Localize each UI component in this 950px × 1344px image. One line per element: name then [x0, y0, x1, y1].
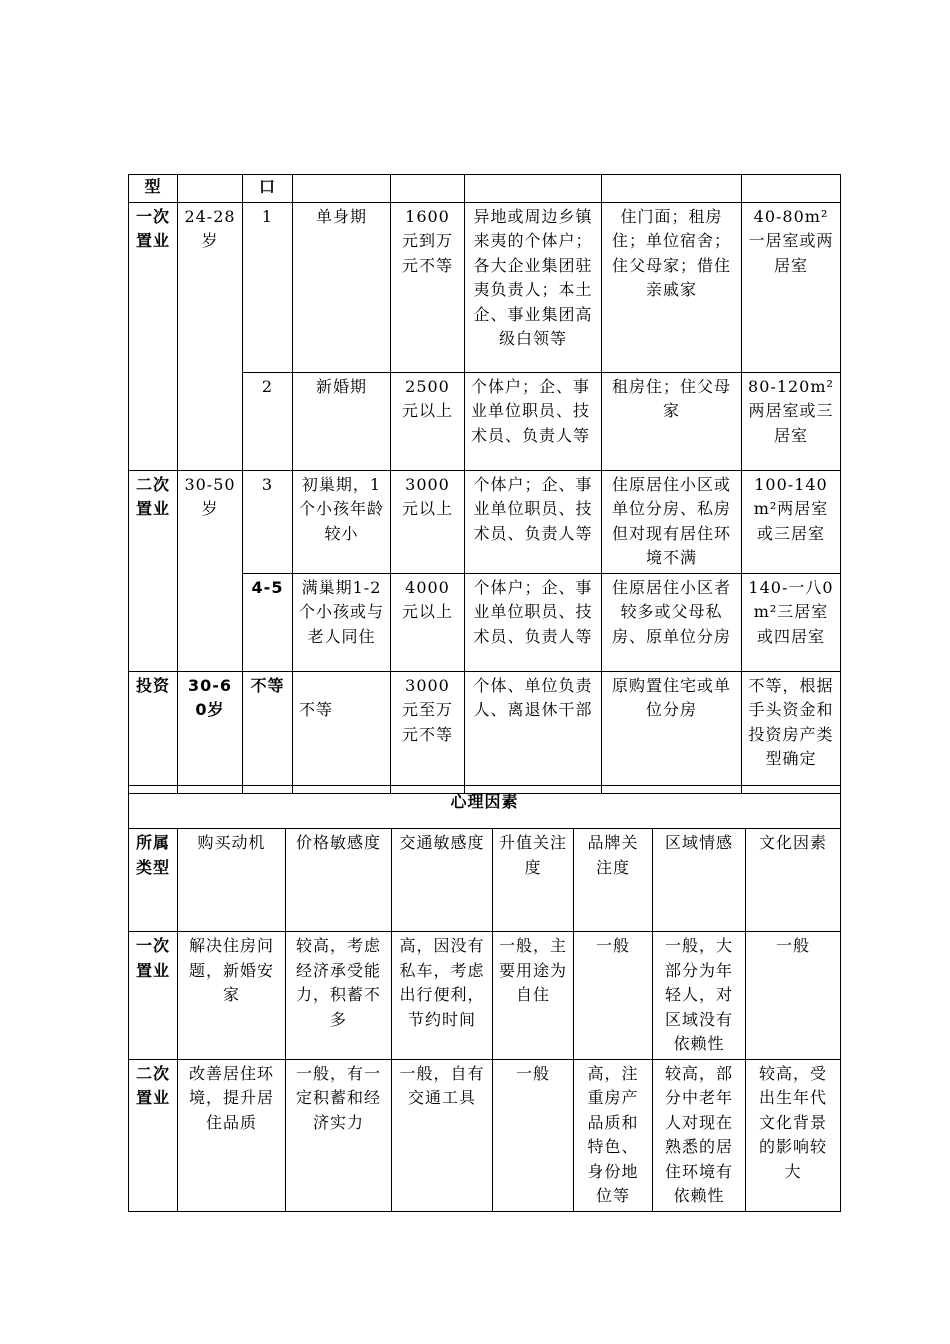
area-cell: 100-140m²两居室或三居室 — [742, 470, 841, 573]
area-cell: 40-80m²一居室或两居室 — [742, 202, 841, 372]
buyer-type-cell: 二次置业 — [129, 470, 178, 671]
income-cell: 3000元以上 — [391, 470, 465, 573]
age-cell: 30-60岁 — [178, 671, 243, 793]
column-header: 文化因素 — [746, 829, 841, 932]
culture-cell: 较高，受出生年代文化背景的影响较大 — [746, 1059, 841, 1211]
residence-cell: 原购置住宅或单位分房 — [602, 671, 742, 793]
age-cell: 24-28岁 — [178, 202, 243, 470]
age-cell: 30-50岁 — [178, 470, 243, 671]
regional-emotion-cell: 较高，部分中老年人对现在熟悉的居住环境有依赖性 — [653, 1059, 746, 1211]
column-header: 品牌关注度 — [574, 829, 653, 932]
income-cell: 1600元到万元不等 — [391, 202, 465, 372]
household-num-cell: 2 — [243, 372, 293, 470]
table-row — [129, 202, 841, 372]
life-stage-cell: 不等 — [293, 671, 391, 793]
household-num-cell: 不等 — [243, 671, 293, 793]
table-row — [129, 1059, 841, 1211]
occupation-cell: 个体、单位负责人、离退休干部 — [465, 671, 602, 793]
traffic-sensitivity-cell: 高，因没有私车，考虑出行便利，节约时间 — [392, 932, 493, 1060]
table-row — [129, 470, 841, 573]
price-sensitivity-cell: 较高，考虑经济承受能力，积蓄不多 — [286, 932, 392, 1060]
table-row — [129, 932, 841, 1060]
column-header: 区域情感 — [653, 829, 746, 932]
residence-cell: 住原居住小区者较多或父母私房、原单位分房 — [602, 573, 742, 671]
occupation-cell: 个体户；企、事业单位职员、技术员、负责人等 — [465, 470, 602, 573]
occupation-cell: 异地或周边乡镇来夷的个体户；各大企业集团驻夷负责人；本土企、事业集团高级白领等 — [465, 202, 602, 372]
household-header-tail: 口 — [243, 175, 293, 203]
area-cell: 140-一八0m²三居室或四居室 — [742, 573, 841, 671]
household-num-cell: 3 — [243, 470, 293, 573]
occupation-cell: 个体户；企、事业单位职员、技术员、负责人等 — [465, 573, 602, 671]
column-header: 所属类型 — [129, 829, 178, 932]
buyer-type-cell: 一次置业 — [129, 932, 178, 1060]
table-row — [129, 786, 841, 829]
income-cell: 2500元以上 — [391, 372, 465, 470]
residence-cell: 住原居住小区或单位分房、私房但对现有居住环境不满 — [602, 470, 742, 573]
life-stage-cell: 初巢期，1个小孩年龄较小 — [293, 470, 391, 573]
area-cell: 不等，根据手头资金和投资房产类型确定 — [742, 671, 841, 793]
residence-cell: 住门面；租房住；单位宿舍；住父母家；借住亲戚家 — [602, 202, 742, 372]
table-row — [129, 829, 841, 932]
motive-cell: 解决住房问题，新婚安家 — [178, 932, 286, 1060]
column-header: 升值关注度 — [493, 829, 574, 932]
buyer-type-cell: 一次置业 — [129, 202, 178, 470]
motive-cell: 改善居住环境，提升居住品质 — [178, 1059, 286, 1211]
life-stage-cell: 满巢期1-2个小孩或与老人同住 — [293, 573, 391, 671]
section-title: 心理因素 — [129, 786, 841, 829]
column-header: 购买动机 — [178, 829, 286, 932]
residence-cell: 租房住；住父母家 — [602, 372, 742, 470]
consumer-profile-table — [128, 174, 841, 794]
brand-cell: 高，注重房产品质和特色、身份地位等 — [574, 1059, 653, 1211]
life-stage-cell: 单身期 — [293, 202, 391, 372]
buyer-type-cell: 投资 — [129, 671, 178, 793]
brand-cell: 一般 — [574, 932, 653, 1060]
regional-emotion-cell: 一般，大部分为年轻人，对区域没有依赖性 — [653, 932, 746, 1060]
column-header: 价格敏感度 — [286, 829, 392, 932]
culture-cell: 一般 — [746, 932, 841, 1060]
type-header-tail: 型 — [129, 175, 178, 203]
household-num-cell: 1 — [243, 202, 293, 372]
appreciation-cell: 一般，主要用途为自住 — [493, 932, 574, 1060]
table-row — [129, 175, 841, 203]
area-cell: 80-120m²两居室或三居室 — [742, 372, 841, 470]
price-sensitivity-cell: 一般，有一定积蓄和经济实力 — [286, 1059, 392, 1211]
traffic-sensitivity-cell: 一般，自有交通工具 — [392, 1059, 493, 1211]
income-cell: 3000元至万元不等 — [391, 671, 465, 793]
life-stage-cell: 新婚期 — [293, 372, 391, 470]
income-cell: 4000元以上 — [391, 573, 465, 671]
household-num-cell: 4-5 — [243, 573, 293, 671]
occupation-cell: 个体户；企、事业单位职员、技术员、负责人等 — [465, 372, 602, 470]
column-header: 交通敏感度 — [392, 829, 493, 932]
appreciation-cell: 一般 — [493, 1059, 574, 1211]
buyer-type-cell: 二次置业 — [129, 1059, 178, 1211]
table-row — [129, 671, 841, 793]
psychological-factors-table — [128, 785, 841, 1212]
